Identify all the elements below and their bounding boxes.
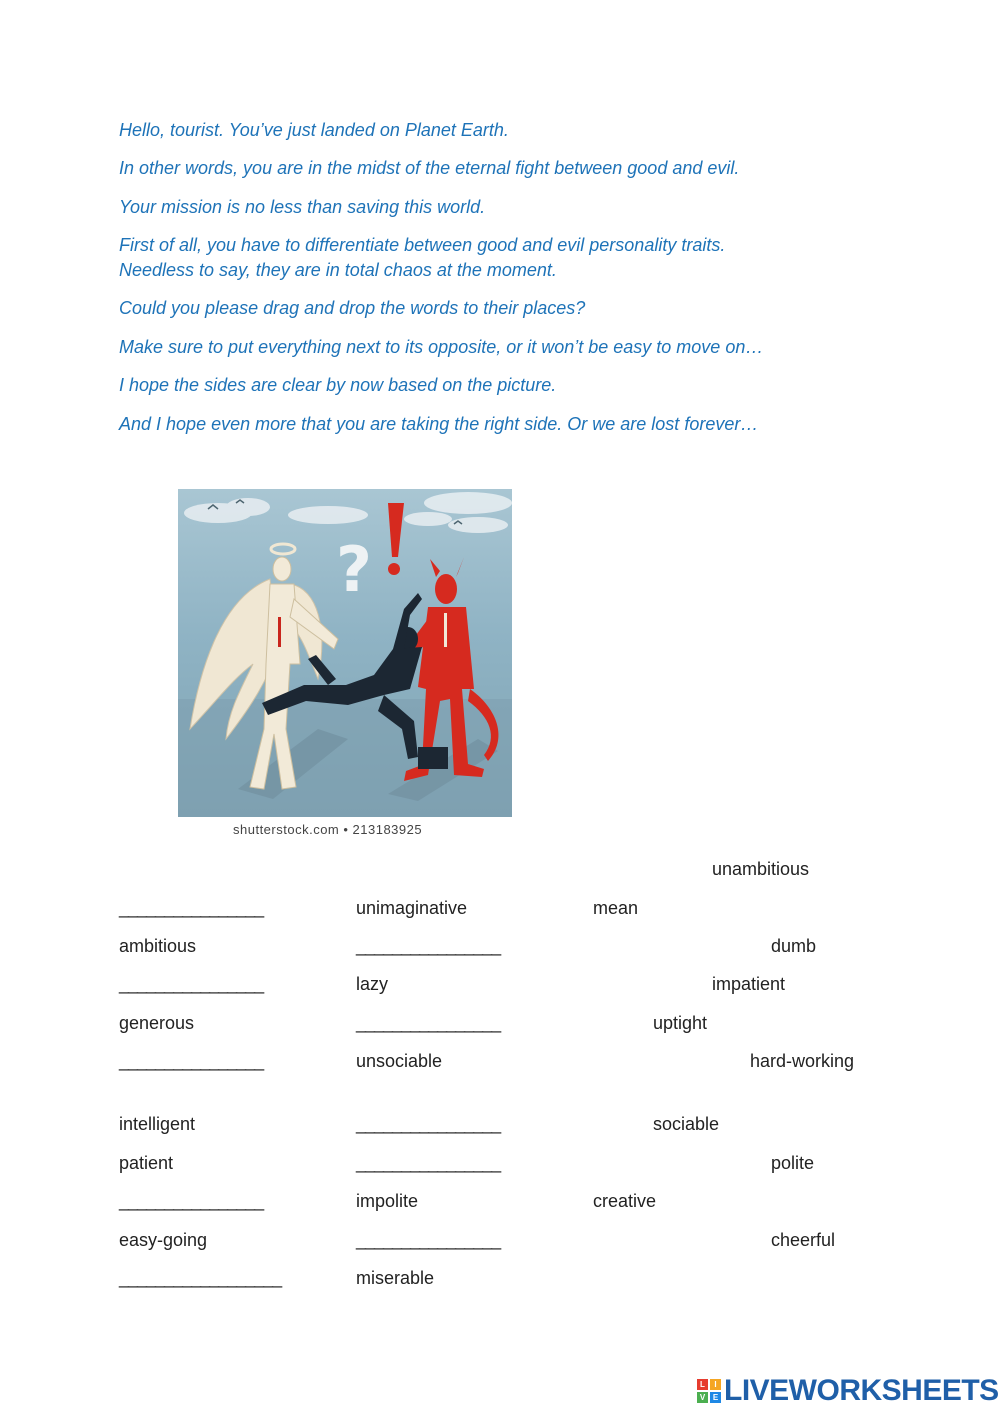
word-mean[interactable]: mean xyxy=(593,898,639,918)
question-mark-icon: ? xyxy=(336,533,372,606)
word-lazy[interactable]: lazy xyxy=(356,974,389,994)
image-caption: shutterstock.com • 213183925 xyxy=(233,822,423,837)
angel-devil-illustration xyxy=(178,489,512,817)
intro-line-4: First of all, you have to differentiate between good and evil personality traits. xyxy=(119,235,726,255)
word-cheerful[interactable]: cheerful xyxy=(771,1230,836,1250)
logo-mark-e: E xyxy=(710,1392,721,1403)
word-impolite[interactable]: impolite xyxy=(356,1191,419,1211)
intro-line-7: Make sure to put everything next to its opposite, or it won’t be easy to move on… xyxy=(119,337,764,357)
drop-blank-8[interactable]: ________________ xyxy=(119,1191,264,1211)
drop-blank-1[interactable]: ________________ xyxy=(119,898,264,918)
angel-tie xyxy=(278,617,281,647)
word-creative[interactable]: creative xyxy=(593,1191,657,1211)
drop-blank-9[interactable]: ________________ xyxy=(356,1230,501,1250)
drop-blank-4[interactable]: ________________ xyxy=(356,1013,501,1033)
word-unimaginative[interactable]: unimaginative xyxy=(356,898,468,918)
word-unambitious[interactable]: unambitious xyxy=(712,859,810,879)
intro-line-9: And I hope even more that you are taking the right side. Or we are lost forever… xyxy=(119,414,759,434)
word-sociable[interactable]: sociable xyxy=(653,1114,720,1134)
drop-blank-2[interactable]: ________________ xyxy=(356,936,501,956)
exclamation-dot xyxy=(388,563,400,575)
liveworksheets-logo xyxy=(697,1374,999,1408)
word-unsociable[interactable]: unsociable xyxy=(356,1051,443,1071)
devil-tie xyxy=(444,613,447,647)
briefcase-icon xyxy=(418,747,448,769)
word-dumb[interactable]: dumb xyxy=(771,936,817,956)
logo-mark-l: L xyxy=(697,1379,708,1390)
drop-blank-5[interactable]: ________________ xyxy=(119,1051,264,1071)
logo-mark-v: V xyxy=(697,1392,708,1403)
intro-line-3: Your mission is no less than saving this world. xyxy=(119,197,486,217)
intro-line-1: Hello, tourist. You’ve just landed on Planet Earth. xyxy=(119,120,509,140)
word-generous[interactable]: generous xyxy=(119,1013,195,1033)
logo-mark-i: I xyxy=(710,1379,721,1390)
word-ambitious[interactable]: ambitious xyxy=(119,936,197,956)
word-patient[interactable]: patient xyxy=(119,1153,174,1173)
intro-line-5: Needless to say, they are in total chaos at the moment. xyxy=(119,260,557,280)
word-hard-working[interactable]: hard-working xyxy=(750,1051,855,1071)
illustration-svg xyxy=(178,489,512,817)
intro-line-8: I hope the sides are clear by now based on the picture. xyxy=(119,375,557,395)
intro-line-6: Could you please drag and drop the words to their places? xyxy=(119,298,586,318)
word-uptight[interactable]: uptight xyxy=(653,1013,708,1033)
word-miserable[interactable]: miserable xyxy=(356,1268,435,1288)
drop-blank-7[interactable]: ________________ xyxy=(356,1153,501,1173)
word-polite[interactable]: polite xyxy=(771,1153,815,1173)
word-impatient[interactable]: impatient xyxy=(712,974,786,994)
drop-blank-10[interactable]: __________________ xyxy=(119,1268,282,1288)
drop-blank-6[interactable]: ________________ xyxy=(356,1114,501,1134)
logo-mark-icon xyxy=(697,1379,721,1403)
word-easy-going[interactable]: easy-going xyxy=(119,1230,208,1250)
word-intelligent[interactable]: intelligent xyxy=(119,1114,196,1134)
drop-blank-3[interactable]: ________________ xyxy=(119,974,264,994)
brand-name: LIVEWORKSHEETS xyxy=(724,1374,999,1407)
intro-line-2: In other words, you are in the midst of the eternal fight between good and evil. xyxy=(119,158,740,178)
